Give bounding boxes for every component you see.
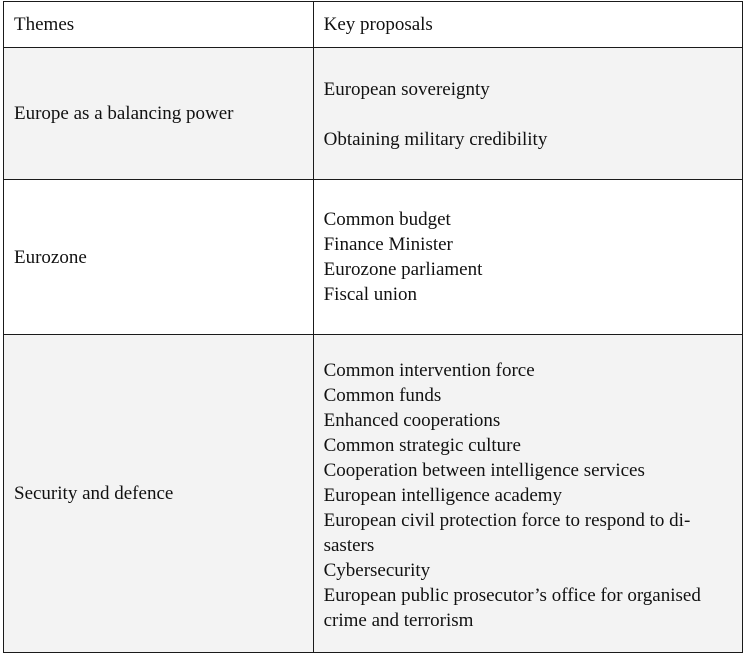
- proposal-item: Cybersecurity: [323, 560, 431, 581]
- proposal-item: European sovereignty: [323, 79, 490, 100]
- proposals-cell: [313, 180, 742, 335]
- table-header-row: [4, 2, 743, 48]
- proposal-item: European civil protection force to respond to di-: [323, 510, 691, 531]
- theme-cell: Eurozone: [4, 180, 314, 335]
- table-row: [4, 180, 743, 335]
- header-themes: Themes: [4, 2, 314, 48]
- proposal-item: Enhanced cooperations: [323, 410, 501, 431]
- proposal-item: Cooperation between intelligence services: [323, 460, 645, 481]
- proposal-list: [324, 207, 742, 307]
- table-row: [4, 335, 743, 653]
- proposal-item: Common intervention force: [323, 360, 535, 381]
- proposals-cell: [313, 48, 742, 180]
- proposals-cell: [313, 335, 742, 653]
- table-row: [4, 48, 743, 180]
- proposal-item: Finance Minister: [323, 234, 453, 255]
- proposal-item: Obtaining military credibility: [323, 129, 548, 150]
- proposal-item: European public prosecutor’s office for organised: [323, 585, 701, 606]
- proposal-item: Common budget: [323, 209, 451, 230]
- theme-cell: Security and defence: [4, 335, 314, 653]
- proposal-item: European intelligence academy: [323, 485, 563, 506]
- proposal-list: [324, 354, 742, 633]
- header-key-proposals: Key proposals: [313, 2, 742, 48]
- proposal-item: Common funds: [323, 385, 442, 406]
- proposal-spacer: [324, 102, 742, 127]
- proposal-item: Common strategic culture: [323, 435, 521, 456]
- theme-cell: Europe as a balancing power: [4, 48, 314, 180]
- proposal-item: Eurozone parliament: [323, 259, 483, 280]
- proposal-item: Fiscal union: [323, 284, 418, 305]
- proposals-table: [3, 1, 743, 653]
- proposal-list: [324, 75, 742, 152]
- proposal-item: crime and terrorism: [323, 610, 474, 631]
- proposal-item: sasters: [323, 535, 375, 556]
